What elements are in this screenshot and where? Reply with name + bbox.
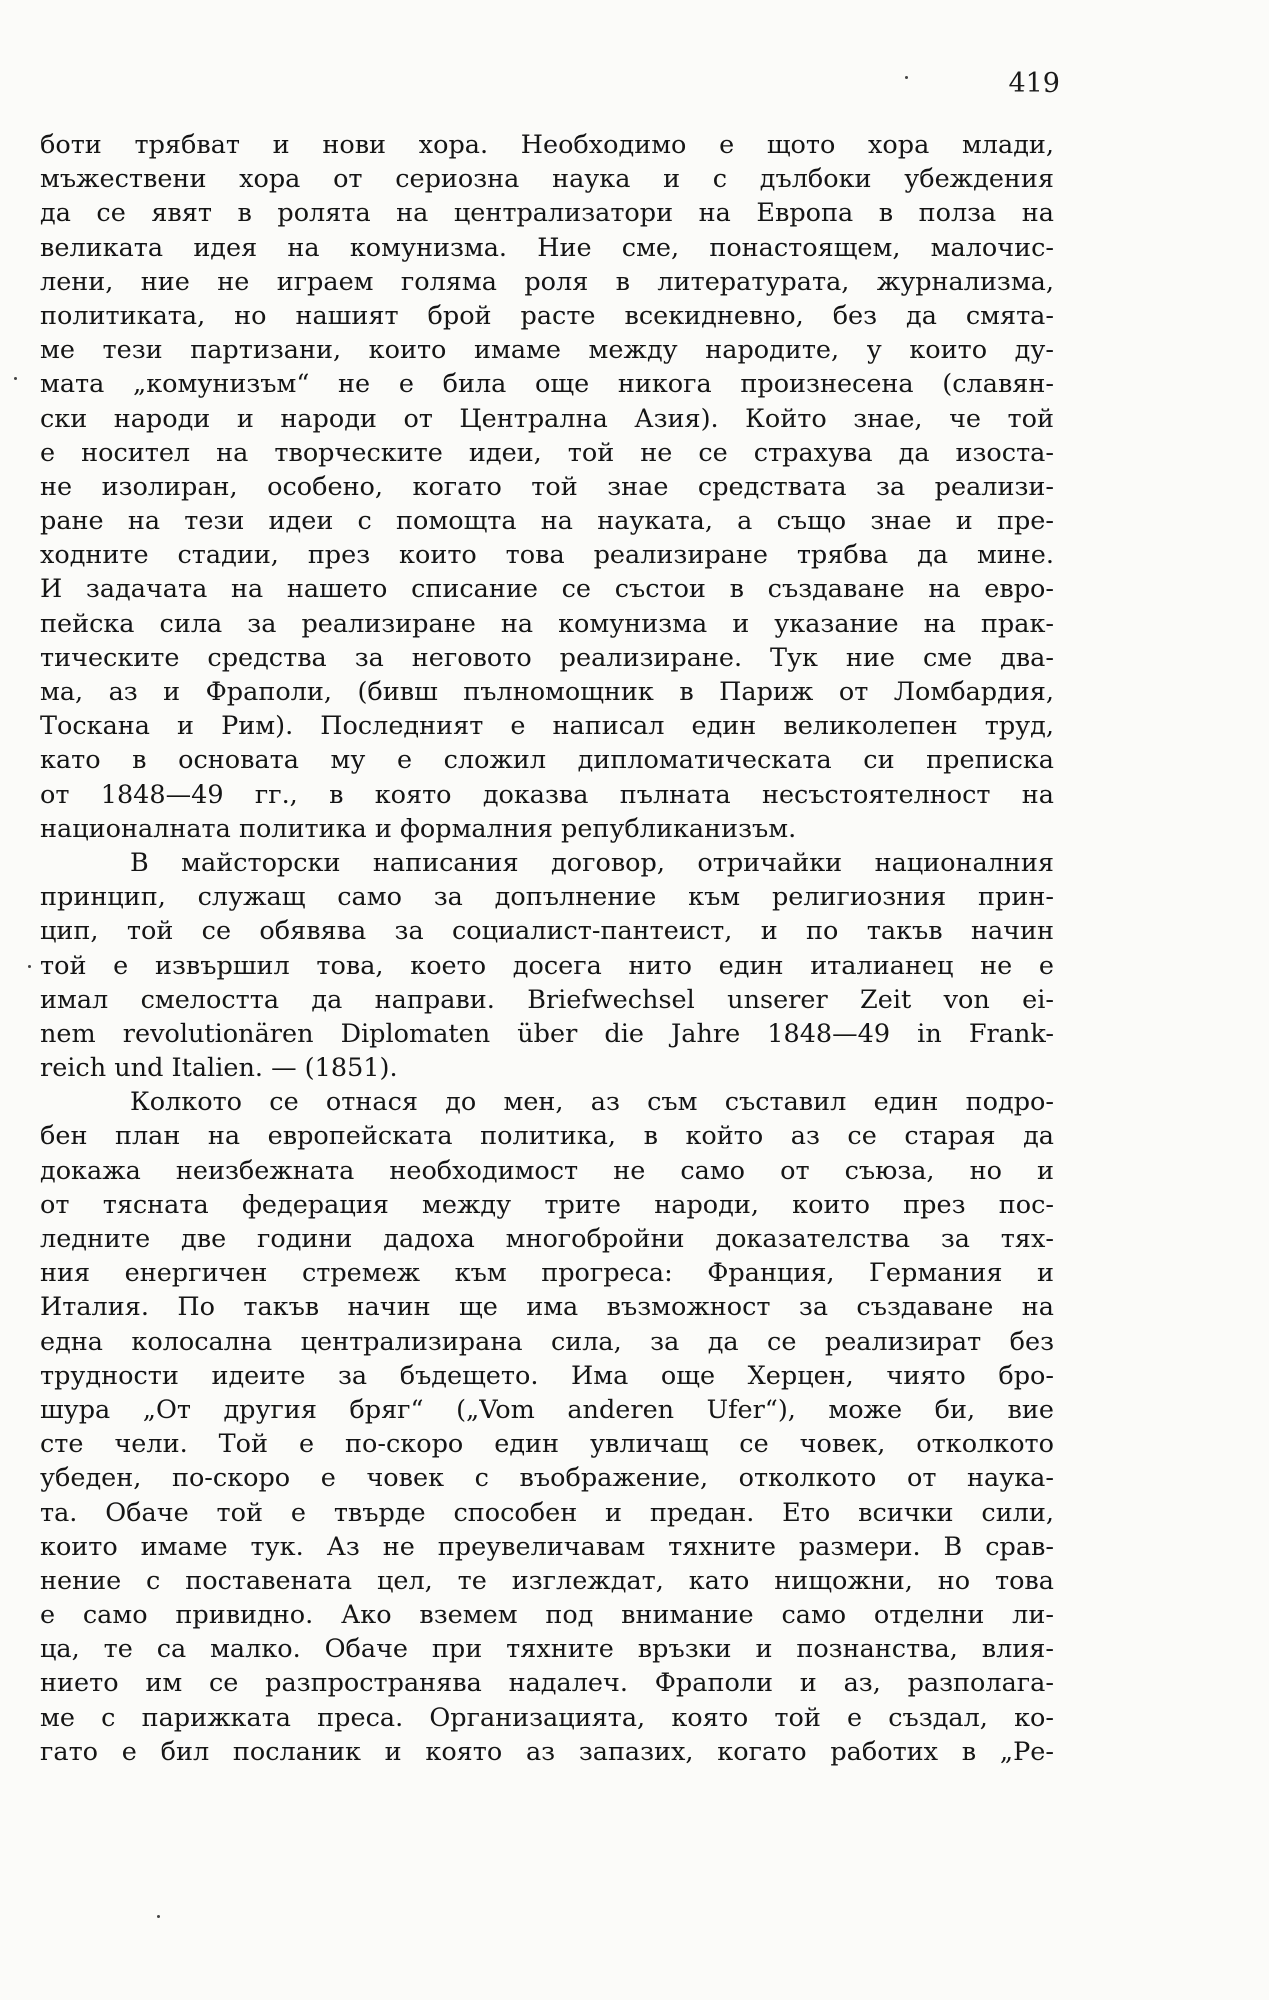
text-line: Тоскана и Рим). Последният е написал един великолепен труд, [40, 711, 1054, 742]
text-line: великата идея на комунизма. Ние сме, понастоящем, малочис- [40, 232, 1054, 263]
text-line: докажа неизбежната необходимост не само от съюза, но и [40, 1155, 1054, 1186]
text-line: една колосална централизирана сила, за да се реализират без [40, 1326, 1054, 1357]
print-speck [905, 76, 908, 79]
text-line: нение с поставената цел, те изглеждат, като нищожни, но това [40, 1565, 1054, 1596]
text-line: nem revolutionären Diplomaten über die Jahre 1848—49 in Frank- [40, 1018, 1054, 1049]
text-line: ме с парижката преса. Организацията, която той е създал, ко- [40, 1702, 1054, 1733]
text-line: от тясната федерация между трите народи, които през пос- [40, 1189, 1054, 1220]
print-speck [28, 965, 31, 968]
text-line: политиката, но нашият брой расте всекидневно, без да смята- [40, 300, 1054, 331]
body-text [40, 128, 1054, 1769]
text-line: бен план на европейската политика, в който аз се старая да [40, 1121, 1054, 1152]
text-line: лени, ние не играем голяма роля в литературата, журнализма, [40, 266, 1054, 297]
text-line: И задачата на нашето списание се състои в създаване на евро- [40, 574, 1054, 605]
text-line: не изолиран, особено, когато той знае средствата за реализи- [40, 471, 1054, 502]
text-line: от 1848—49 гг., в която доказва пълната несъстоятелност на [40, 779, 1054, 810]
text-line: reich und Italien. — (1851). [40, 1053, 398, 1084]
text-line: ходните стадии, през които това реализиране трябва да мине. [40, 540, 1054, 571]
text-line: ледните две години дадоха многобройни доказателства за тях- [40, 1224, 1054, 1254]
text-line: Колкото се отнася до мен, аз съм съставил един подро- [130, 1087, 1054, 1118]
text-line: имал смелостта да направи. Briefwechsel unserer Zeit von ei- [40, 984, 1054, 1015]
text-line: цип, той се обявява за социалист-пантеист, и по такъв начин [40, 916, 1054, 947]
text-line: мата „комунизъм“ не е била още никога произнесена (славян- [40, 369, 1054, 400]
text-line: нието им се разпространява надалеч. Фраполи и аз, разполага- [40, 1668, 1054, 1699]
text-line: гато е бил посланик и която аз запазих, когато работих в „Ре- [40, 1736, 1054, 1767]
text-line: той е извършил това, което досега нито един италианец не е [40, 950, 1054, 981]
text-line: ране на тези идеи с помощта на науката, а също знае и пре- [40, 506, 1054, 537]
text-line: ме тези партизани, които имаме между народите, у които ду- [40, 335, 1054, 366]
text-line: ца, те са малко. Обаче при тяхните връзки и познанства, влия- [40, 1634, 1054, 1665]
text-line: та. Обаче той е твърде способен и предан. Ето всички сили, [40, 1497, 1054, 1528]
print-speck [157, 1915, 160, 1918]
text-line: боти трябват и нови хора. Необходимо е щото хора млади, [40, 130, 1054, 160]
text-line: ма, аз и Фраполи, (бивш пълномощник в Париж от Ломбардия, [40, 677, 1054, 707]
text-line: като в основата му е сложил дипломатическата си преписка [40, 745, 1054, 776]
text-line: ски народи и народи от Централна Азия). Който знае, че той [40, 403, 1054, 434]
text-line: тическите средства за неговото реализиране. Тук ние сме два- [40, 642, 1054, 673]
text-line: е само привидно. Ако вземем под внимание само отделни ли- [40, 1600, 1054, 1631]
text-line: сте чели. Той е по-скоро един увличащ се човек, отколкото [40, 1429, 1054, 1460]
text-line: пейска сила за реализиране на комунизма и указание на прак- [40, 608, 1054, 639]
text-line: е носител на творческите идеи, той не се страхува да изоста- [40, 437, 1054, 468]
print-speck [14, 377, 17, 380]
text-line: шура „От другия бряг“ („Vom anderen Ufer“), може би, вие [40, 1394, 1054, 1425]
text-line: принцип, служащ само за допълнение към религиозния прин- [40, 882, 1054, 913]
text-line: убеден, по-скоро е човек с въображение, отколкото от наука- [40, 1463, 1054, 1494]
text-line: В майсторски написания договор, отричайки националния [130, 847, 1054, 878]
text-line: Италия. По такъв начин ще има възможност за създаване на [40, 1292, 1054, 1323]
text-line: националната политика и формалния републиканизъм. [40, 813, 797, 844]
text-line: мъжествени хора от сериозна наука и с дълбоки убеждения [40, 164, 1054, 195]
text-line: трудности идеите за бъдещето. Има още Херцен, чиято бро- [40, 1360, 1054, 1391]
text-line: да се явят в ролята на централизатори на Европа в полза на [40, 198, 1054, 229]
text-line: които имаме тук. Аз не преувеличавам тяхните размери. В срав- [40, 1531, 1054, 1562]
page-number: 419 [1008, 68, 1060, 99]
text-line: ния енергичен стремеж към прогреса: Франция, Германия и [40, 1258, 1054, 1289]
